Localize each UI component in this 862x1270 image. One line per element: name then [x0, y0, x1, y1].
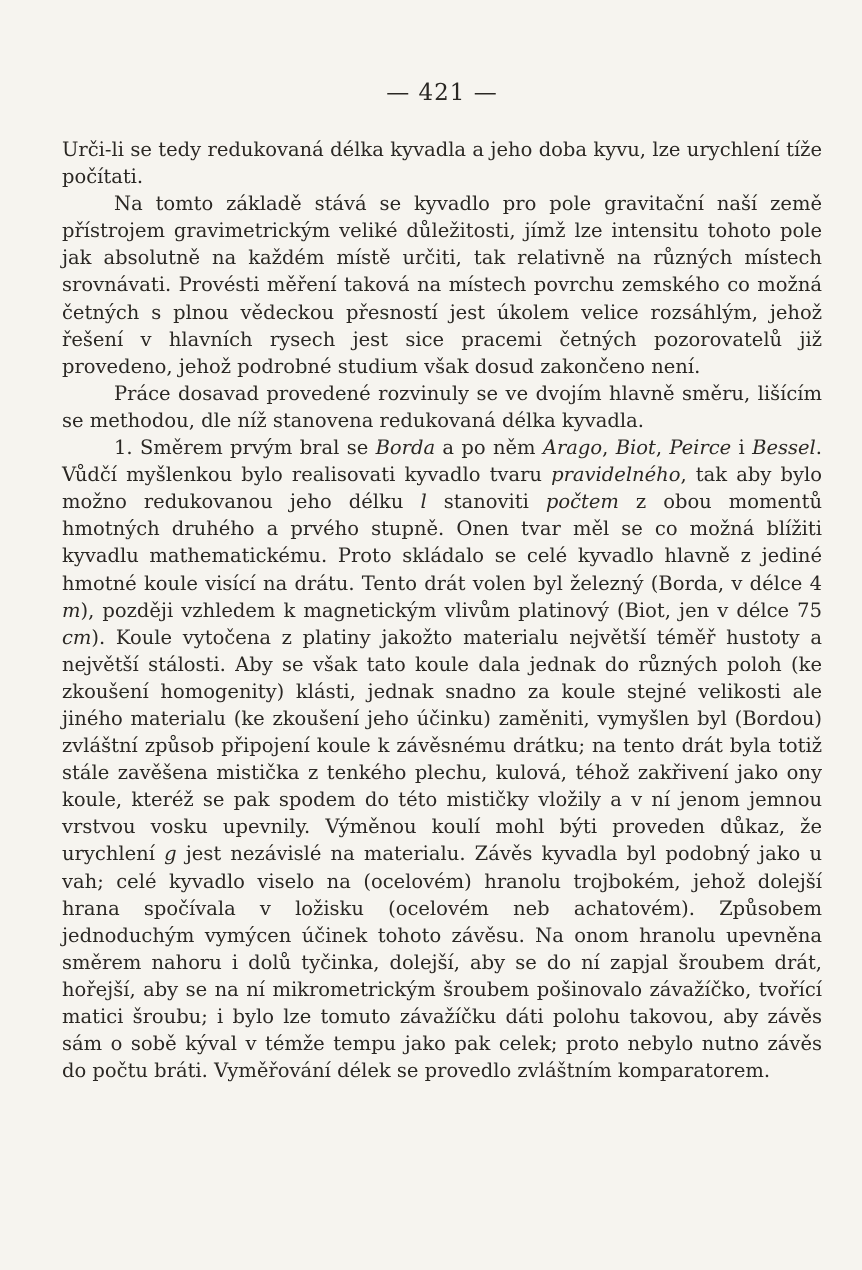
text-run: 1. Směrem prvým bral se	[114, 436, 376, 460]
italic-text: Borda	[375, 436, 436, 460]
paragraph	[62, 190, 822, 380]
paragraph	[62, 434, 822, 1084]
italic-text: m	[62, 598, 81, 622]
italic-text: počtem	[545, 490, 619, 514]
text-run: z obou momentů hmotných druhého a prvého stupně. Onen tvar měl se co možná blížiti kyvadlu mathematickému. Proto skládalo se celé kyvadlo hlavně z jediné hmotné koule visící na drátu. Tento drát volen byl železný (Borda, v délce 4	[62, 490, 822, 595]
body-text	[62, 136, 822, 1084]
italic-text: Peirce	[669, 436, 732, 460]
text-run: i	[731, 436, 753, 460]
italic-text: cm	[62, 625, 92, 649]
italic-text: l	[420, 490, 427, 514]
text-run: ). Koule vytočena z platiny jakožto materialu největší téměř hustoty a největší stálosti. Aby se však tato koule dala jednak do různých poloh (ke zkoušení homogenity) klásti, jednak snadno za koule stejné velikosti ale jiného materialu (ke zkoušení jeho účinku) zaměniti, vymyšlen byl (Bordou) zvláštní způsob připojení koule k závěsnému drátku; na tento drát byla totiž stále zavěšena mistička z tenkého plechu, kulová, téhož zakřivení jako ony koule, kteréž se pak spodem do této mističky vložily a v ní jenom jemnou vrstvou vosku upevnily. Výměnou koulí mohl býti proveden důkaz, že urychlení	[62, 625, 822, 866]
italic-text: g	[164, 842, 177, 866]
text-run: ,	[602, 436, 616, 460]
italic-text: pravidelného	[551, 463, 681, 487]
page-number: — 421 —	[386, 80, 498, 106]
italic-text: Arago	[542, 436, 603, 460]
text-run: . Vůdčí myšlenkou bylo realisovati kyvadlo tvaru	[62, 436, 822, 487]
text-run: Urči-li se tedy redukovaná délka kyvadla a jeho doba kyvu, lze urychlení tíže počítati.	[62, 138, 822, 189]
paragraph	[62, 136, 822, 190]
paragraph	[62, 380, 822, 434]
text-run: Na tomto základě stává se kyvadlo pro pole gravitační naší země přístrojem gravimetrickým veliké důležitosti, jímž lze intensitu tohoto pole jak absolutně na každém místě určiti, tak relativně na různých místech srovnávati. Provésti měření taková na místech povrchu zemského co možná četných s plnou vědeckou přesností jest úkolem velice rozsáhlým, jehož řešení v hlavních rysech jest sice pracemi četných pozorovatelů již provedeno, jehož podrobné studium však dosud zakončeno není.	[62, 192, 822, 378]
text-run: a po něm	[435, 436, 543, 460]
text-run: , tak aby bylo možno redukovanou jeho délku	[62, 463, 822, 514]
italic-text: Bessel	[752, 436, 816, 460]
text-run: stanoviti	[426, 490, 546, 514]
italic-text: Biot	[615, 436, 656, 460]
text-run: ,	[655, 436, 670, 460]
text-run: ), později vzhledem k magnetickým vlivům platinový (Biot, jen v délce 75	[80, 598, 822, 622]
text-run: Práce dosavad provedené rozvinuly se ve dvojím hlavně směru, lišícím se methodou, dle níž stanovena redukovaná délka kyvadla.	[62, 381, 822, 432]
text-run: jest nezávislé na materialu. Závěs kyvadla byl podobný jako u vah; celé kyvadlo viselo na (ocelovém) hranolu trojbokém, jehož dolejší hrana spočívala v ložisku (ocelovém neb achatovém). Způsobem jednoduchým vymýcen účinek tohoto závěsu. Na onom hranolu upevněna směrem nahoru i dolů tyčinka, dolejší, aby se do ní zapjal šroubem drát, hořejší, aby se na ní mikrometrickým šroubem pošinovalo závažíčko, tvořící matici šroubu; i bylo lze tomuto závažíčku dáti polohu takovou, aby závěs sám o sobě kýval v témže tempu jako pak celek; proto nebylo nutno závěs do počtu bráti. Vyměřování délek se provedlo zvláštním komparatorem.	[62, 842, 822, 1083]
